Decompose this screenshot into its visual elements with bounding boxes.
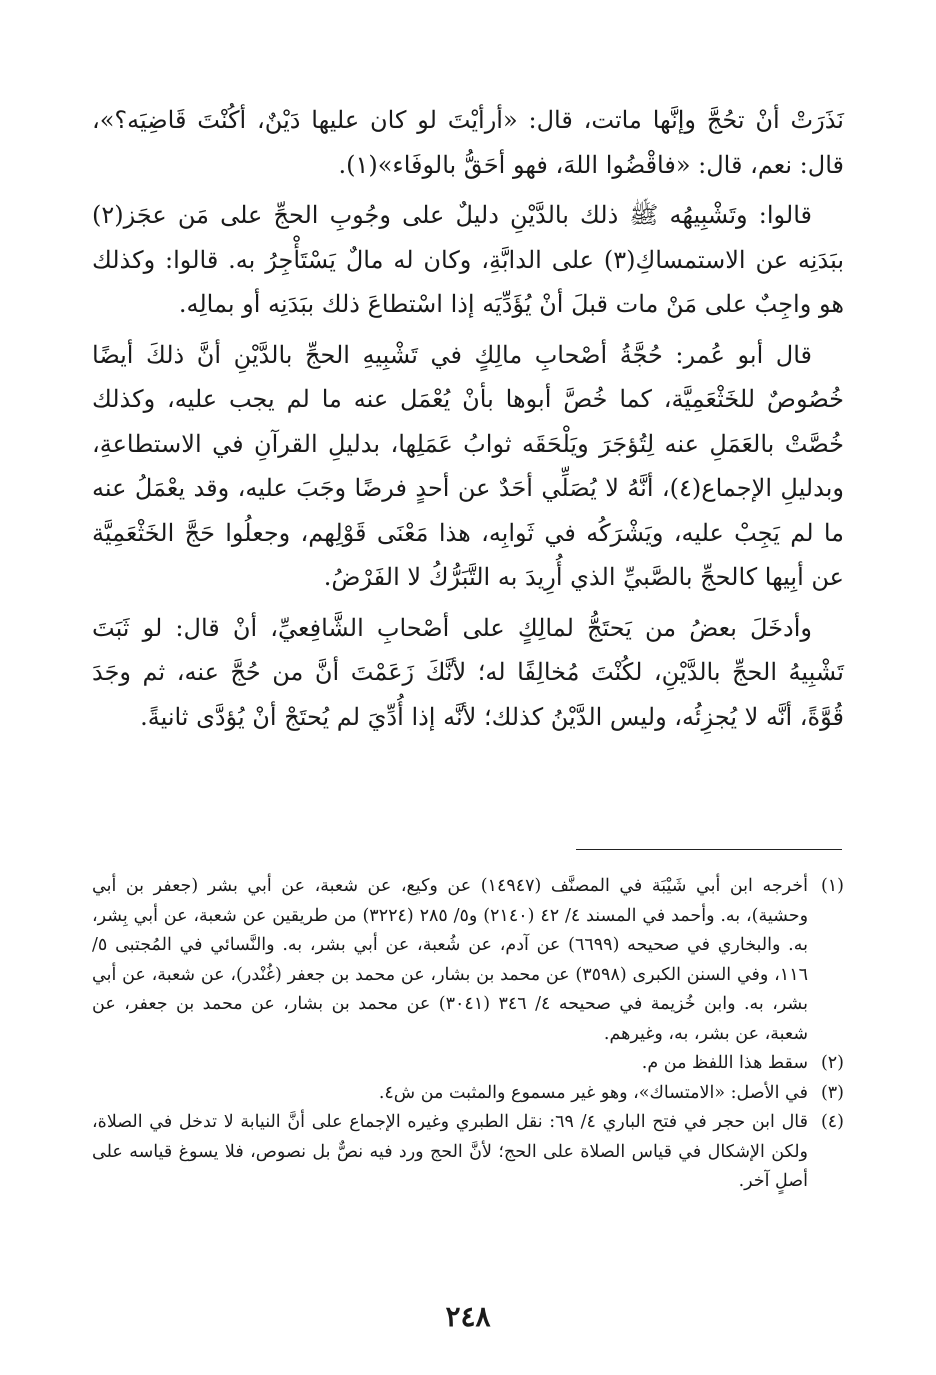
footnote-number: (٢) [820, 1053, 844, 1073]
footnote-text: في الأصل: «الامتساك»، وهو غير مسموع والمثبت من ش٤. [378, 1082, 808, 1103]
footnote-text: سقط هذا اللفظ من م. [641, 1053, 808, 1073]
paragraph-3: قال أبو عُمر: حُجَّةُ أصْحابِ مالِكٍ في تَشْبِيهِ الحجِّ بالدَّيْنِ أنَّ ذلكَ أيضًا خُصُوصٌ للخَثْعَمِيَّة، كما خُصَّ أبوها بأنْ يُعْمَل عنه ما لم يجب عليه، وكذلك خُصَّتْ بالعَمَلِ عنه لِتُؤجَرَ ويَلْحَقَه ثوابُ عَمَلِها، بدليلِ القرآنِ في الاستطاعةِ، وبدليلِ الإجماع(٤)، أنَّهُ لا يُصَلِّي أحَدٌ عن أحدٍ فرضًا وجَبَ عليه، وقد يعْمَلُ عنه ما لم يَجِبْ عليه، ويَشْرَكُه في ثَوابِه، هذا مَعْنَى قَوْلِهم، وجعلُوا حَجَّ الخَثْعَمِيَّة عن أبِيها كالحجِّ بالصَّبيِّ الذي أُرِيدَ به التَّبَرُّكُ لا الفَرْضُ. [92, 340, 844, 591]
footnotes [92, 872, 844, 1197]
main-text-body [92, 98, 844, 739]
footnote-4 [92, 1108, 844, 1197]
footnote-2 [92, 1049, 844, 1079]
footnote-3 [92, 1079, 844, 1109]
footnote-separator [576, 849, 842, 850]
footnote-number: (٣) [820, 1082, 844, 1103]
paragraph-1: نَذَرَتْ أنْ تحُجَّ وإنَّها ماتت، قال: «أرأيْتَ لو كان عليها دَيْنٌ، أكُنْتَ قَاضِيَه؟»، قال: نعم، قال: «فاقْضُوا اللهَ، فهو أحَقُّ بالوفَاء»(١). [92, 106, 844, 179]
paragraph-4: وأدخَلَ بعضُ من يَحتَجُّ لمالِكٍ على أصْحابِ الشَّافِعيِّ، أنْ قال: لو ثَبَتَ تَشْبِيهُ الحجِّ بالدَّيْنِ، لكُنْتَ مُخالِفًا له؛ لأنَّكَ زَعَمْتَ أنَّ من حُجَّ عنه، ثم وجَدَ قُوَّةً، أنَّه لا يُجزِئُه، وليس الدَّيْنُ كذلك؛ لأنَّه إذا أُدِّيَ لم يُحتَجْ أنْ يُؤدَّى ثانيةً. [92, 613, 844, 731]
footnote-number: (١) [820, 876, 844, 896]
footnote-1 [92, 872, 844, 1049]
footnote-text: أخرجه ابن أبي شَيْبَة في المصنَّف (١٤٩٤٧) عن وكيع، عن شعبة، عن أبي بشر (جعفر بن أبي وحشية)، به. وأحمد في المسند ٤/ ٤٢ (٢١٤٠) و٥/ ٢٨٥ (٣٢٢٤) من طريقين عن شعبة، عن أبي بِشر، به. والبخاري في صحيحه (٦٦٩٩) عن آدم، عن شُعبة، عن أبي بشر، به. والنَّسائي في المُجتبى ٥/ ١١٦، وفي السنن الكبرى (٣٥٩٨) عن محمد بن بشار، عن محمد بن جعفر (غُنْدر)، عن شعبة، عن أبي بشر، به. وابن خُزيمة في صحيحه ٤/ ٣٤٦ (٣٠٤١) عن محمد بن بشار، عن محمد بن جعفر، عن شعبة، عن بشر، به، وغيرهم. [92, 876, 809, 1044]
page-number: ٢٤٨ [445, 1300, 491, 1333]
footnote-text: قال ابن حجر في فتح الباري ٤/ ٦٩: نقل الطبري وغيره الإجماع على أنَّ النيابة لا تدخل في الصلاة، ولكن الإشكال في قياس الصلاة على الحج؛ لأنَّ الحج ورد فيه نصٌّ بل نصوص، فلا يسوغ قياسه على أصلٍ آخر. [92, 1112, 808, 1191]
paragraph-2: قالوا: وتَشْبِيهُه ﷺ ذلك بالدَّيْنِ دليلٌ على وجُوبِ الحجِّ على مَن عجَز(٢) ببَدَنِه عن الاستمساكِ(٣) على الدابَّةِ، وكان له مالٌ يَسْتَأْجِرُ به. قالوا: وكذلك هو واجِبٌ على مَنْ مات قبلَ أنْ يُؤَدِّيَه إذا اسْتطاعَ ذلك ببَدَنِه أو بمالِه. [92, 201, 844, 318]
footnote-number: (٤) [820, 1112, 844, 1132]
